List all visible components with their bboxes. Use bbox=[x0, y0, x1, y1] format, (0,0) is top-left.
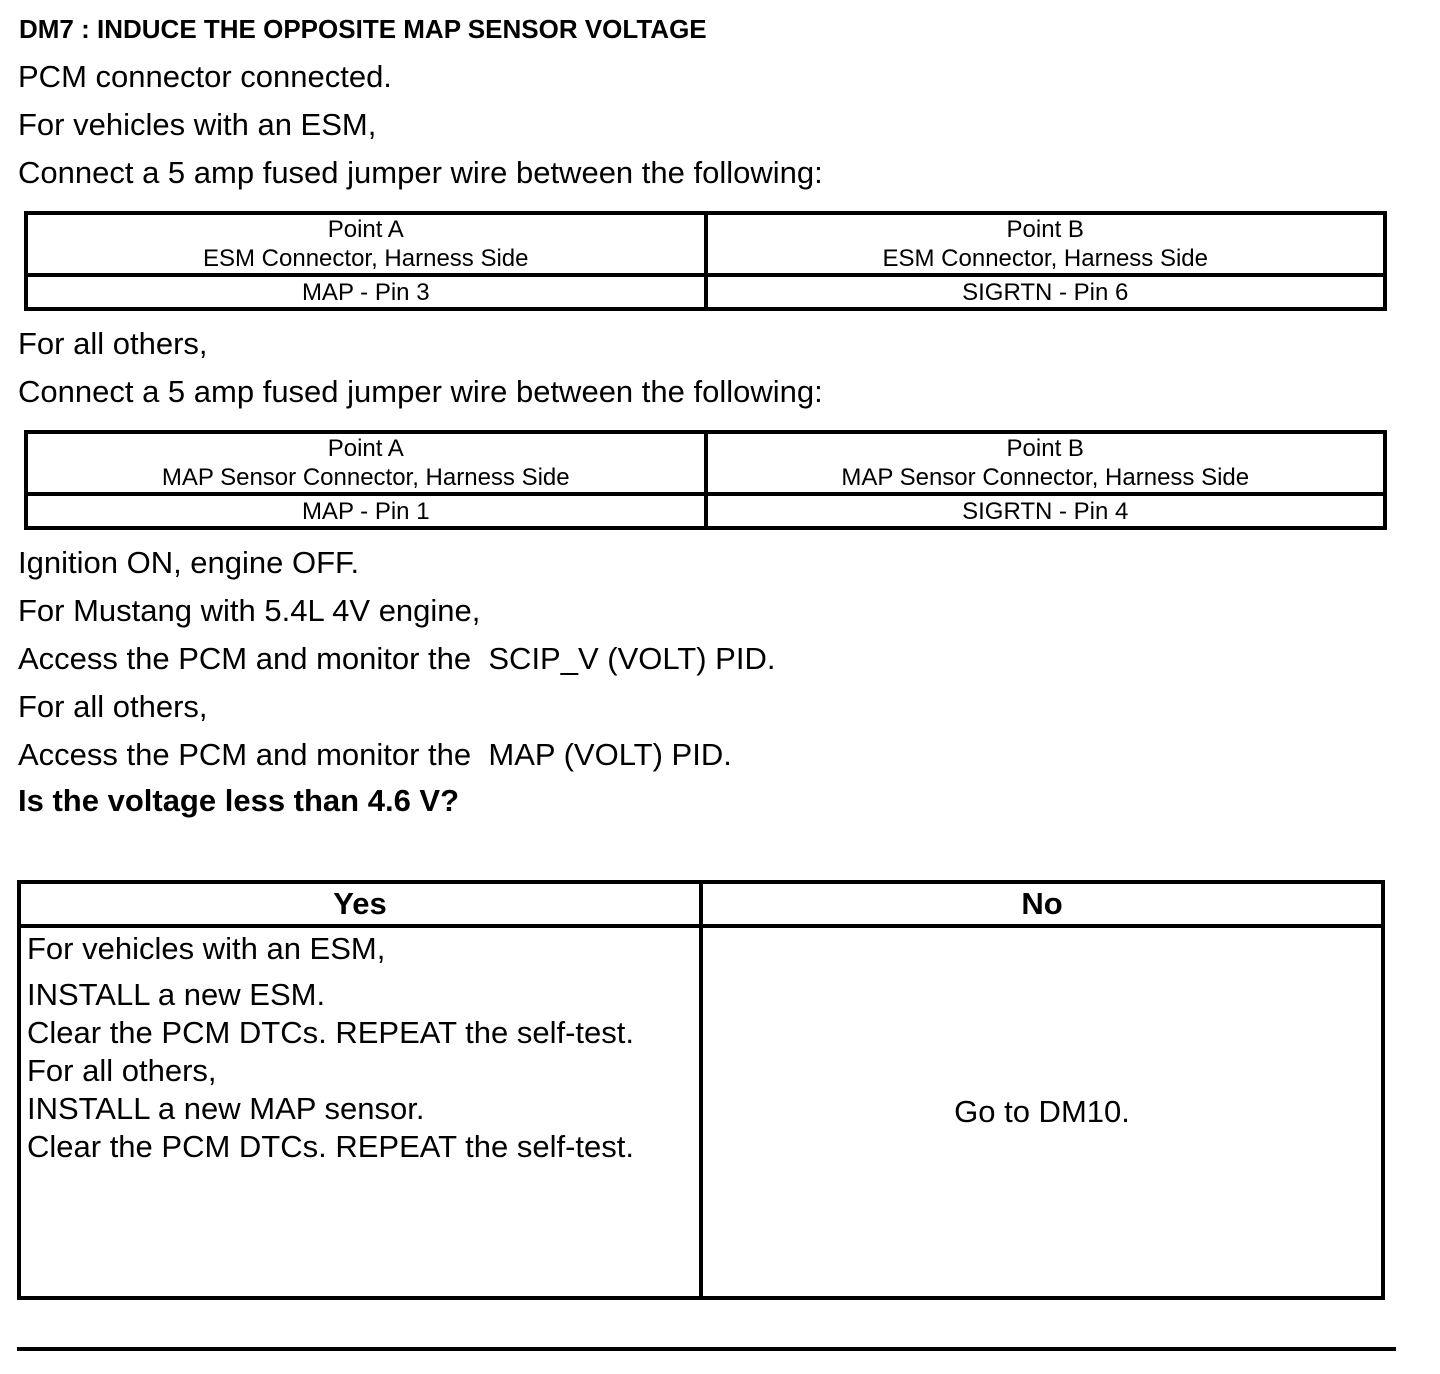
esm-point-a-value: MAP - Pin 3 bbox=[26, 275, 706, 309]
esm-point-a-header bbox=[26, 213, 706, 275]
esm-point-b-title: Point B bbox=[1006, 216, 1084, 243]
yes-line-1: For vehicles with an ESM, bbox=[27, 931, 386, 966]
step-line-4: For all others, bbox=[18, 689, 208, 724]
page-title: DM7 : INDUCE THE OPPOSITE MAP SENSOR VOLTAGE bbox=[19, 14, 707, 44]
esm-point-a-sub: ESM Connector, Harness Side bbox=[203, 245, 529, 272]
yes-line-6: Clear the PCM DTCs. REPEAT the self-test. bbox=[27, 1129, 634, 1164]
yes-line-4: For all others, bbox=[27, 1053, 217, 1088]
step-line-1: Ignition ON, engine OFF. bbox=[18, 545, 360, 580]
step-line-3: Access the PCM and monitor the SCIP_V (VOLT) PID. bbox=[18, 641, 776, 676]
esm-point-b-sub: ESM Connector, Harness Side bbox=[882, 245, 1208, 272]
yes-cell bbox=[19, 926, 701, 1298]
intro-line-2: For vehicles with an ESM, bbox=[18, 107, 377, 142]
map-point-a-sub: MAP Sensor Connector, Harness Side bbox=[161, 464, 570, 491]
others-line-1: For all others, bbox=[18, 326, 208, 361]
map-point-b-title: Point B bbox=[1006, 435, 1084, 462]
intro-line-3: Connect a 5 amp fused jumper wire between the following: bbox=[18, 155, 823, 190]
map-jumper-table bbox=[24, 430, 1387, 530]
map-point-b-header bbox=[706, 432, 1386, 494]
intro-line-1: PCM connector connected. bbox=[18, 59, 392, 94]
no-header: No bbox=[701, 882, 1383, 926]
esm-point-b-header bbox=[706, 213, 1386, 275]
step-line-5: Access the PCM and monitor the MAP (VOLT) PID. bbox=[18, 737, 732, 772]
yes-line-2: INSTALL a new ESM. bbox=[27, 977, 326, 1012]
map-point-b-value: SIGRTN - Pin 4 bbox=[706, 494, 1386, 528]
esm-point-b-value: SIGRTN - Pin 6 bbox=[706, 275, 1386, 309]
esm-jumper-table bbox=[24, 211, 1387, 311]
yes-line-5: INSTALL a new MAP sensor. bbox=[27, 1091, 425, 1126]
yes-line-3: Clear the PCM DTCs. REPEAT the self-test. bbox=[27, 1015, 634, 1050]
bottom-divider bbox=[17, 1347, 1396, 1351]
esm-point-a-title: Point A bbox=[327, 216, 404, 243]
map-point-a-value: MAP - Pin 1 bbox=[26, 494, 706, 528]
map-point-a-header bbox=[26, 432, 706, 494]
step-line-2: For Mustang with 5.4L 4V engine, bbox=[18, 593, 481, 628]
others-line-2: Connect a 5 amp fused jumper wire between the following: bbox=[18, 374, 823, 409]
map-point-a-title: Point A bbox=[327, 435, 404, 462]
test-question: Is the voltage less than 4.6 V? bbox=[18, 783, 460, 818]
yes-header: Yes bbox=[19, 882, 701, 926]
no-cell bbox=[701, 926, 1383, 1298]
map-point-b-sub: MAP Sensor Connector, Harness Side bbox=[841, 464, 1250, 491]
result-table bbox=[17, 880, 1385, 1300]
no-action: Go to DM10. bbox=[954, 1094, 1130, 1129]
